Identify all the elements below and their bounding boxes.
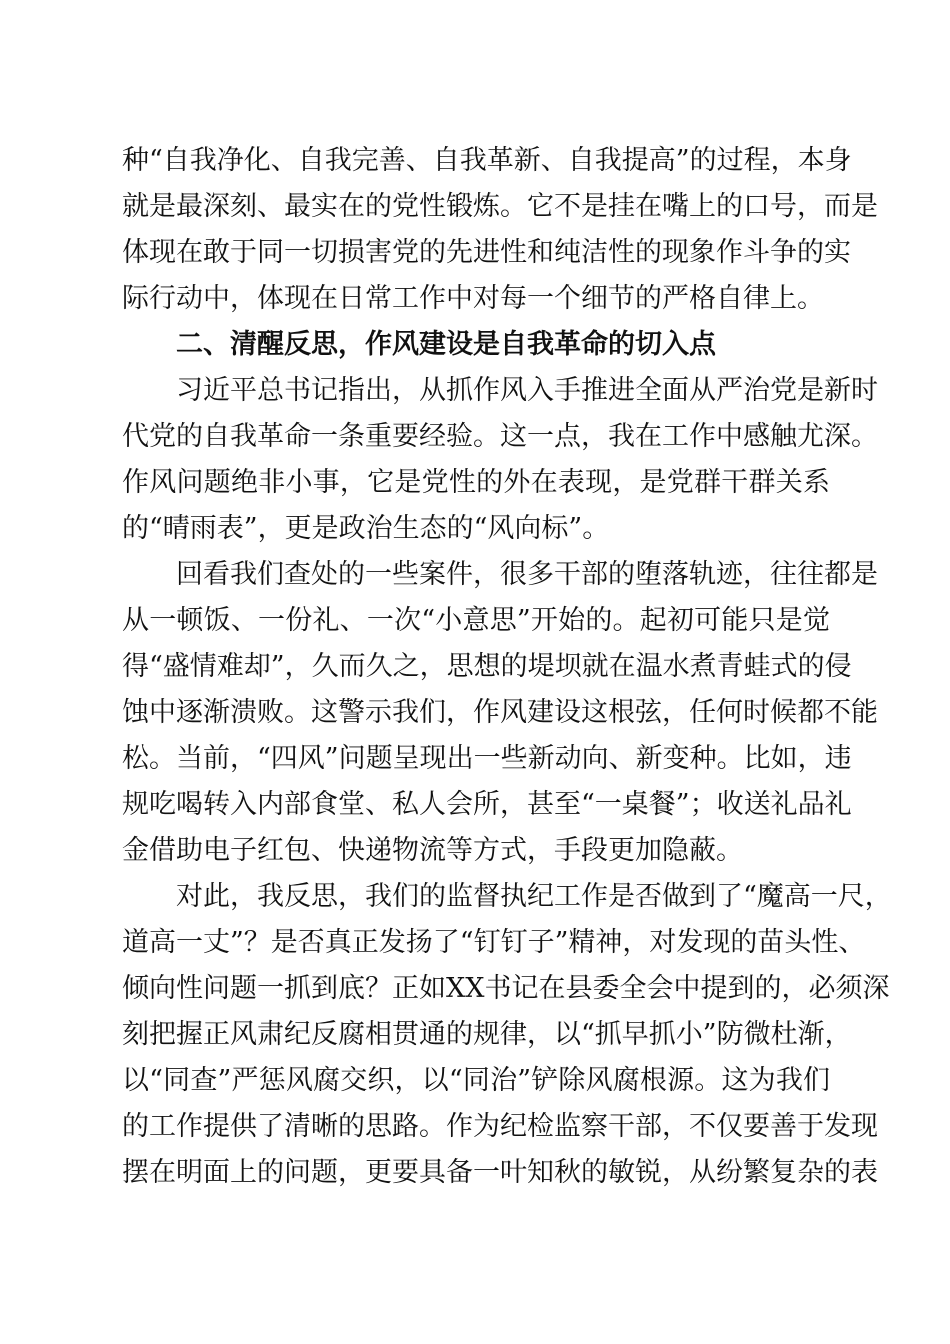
- text-line: 得“盛情难却”，久而久之，思想的堤坝就在温水煮青蛙式的侵: [122, 651, 852, 682]
- text-line: 际行动中，体现在日常工作中对每一个细节的严格自律上。: [122, 283, 824, 314]
- text-line: 作风问题绝非小事，它是党性的外在表现，是党群干群关系: [122, 467, 830, 498]
- text-line: 倾向性问题一抓到底？正如XX书记在县委全会中提到的，必须深: [122, 973, 890, 1004]
- text-line: 就是最深刻、最实在的党性锻炼。它不是挂在嘴上的口号，而是: [122, 191, 878, 222]
- text-line: 金借助电子红包、快递物流等方式，手段更加隐蔽。: [122, 835, 743, 866]
- text-line: 种“自我净化、自我完善、自我革新、自我提高”的过程，本身: [122, 145, 852, 176]
- text-line: 蚀中逐渐溃败。这警示我们，作风建设这根弦，任何时候都不能: [122, 697, 878, 728]
- text-line: 从一顿饭、一份礼、一次“小意思”开始的。起初可能只是觉: [122, 605, 830, 636]
- text-line: 体现在敢于同一切损害党的先进性和纯洁性的现象作斗争的实: [122, 237, 851, 268]
- text-line: 代党的自我革命一条重要经验。这一点，我在工作中感触尤深。: [122, 421, 878, 452]
- text-line: 习近平总书记指出，从抓作风入手推进全面从严治党是新时: [176, 375, 878, 406]
- text-line: 的“晴雨表”，更是政治生态的“风向标”。: [122, 513, 610, 544]
- text-line: 松。当前，“四风”问题呈现出一些新动向、新变种。比如，违: [122, 743, 852, 774]
- section-heading: 二、清醒反思，作风建设是自我革命的切入点: [176, 329, 716, 360]
- text-line: 道高一丈”？是否真正发扬了“钉钉子”精神，对发现的苗头性、: [122, 927, 866, 958]
- text-line: 摆在明面上的问题，更要具备一叶知秋的敏锐，从纷繁复杂的表: [122, 1157, 878, 1188]
- text-line: 对此，我反思，我们的监督执纪工作是否做到了“魔高一尺，: [176, 881, 892, 912]
- text-line: 刻把握正风肃纪反腐相贯通的规律，以“抓早抓小”防微杜渐，: [122, 1019, 852, 1050]
- text-line: 规吃喝转入内部食堂、私人会所，甚至“一桌餐”；收送礼品礼: [122, 789, 852, 820]
- text-line: 回看我们查处的一些案件，很多干部的堕落轨迹，往往都是: [176, 559, 878, 590]
- text-line: 的工作提供了清晰的思路。作为纪检监察干部，不仅要善于发现: [122, 1111, 878, 1142]
- text-line: 以“同查”严惩风腐交织，以“同治”铲除风腐根源。这为我们: [122, 1065, 830, 1096]
